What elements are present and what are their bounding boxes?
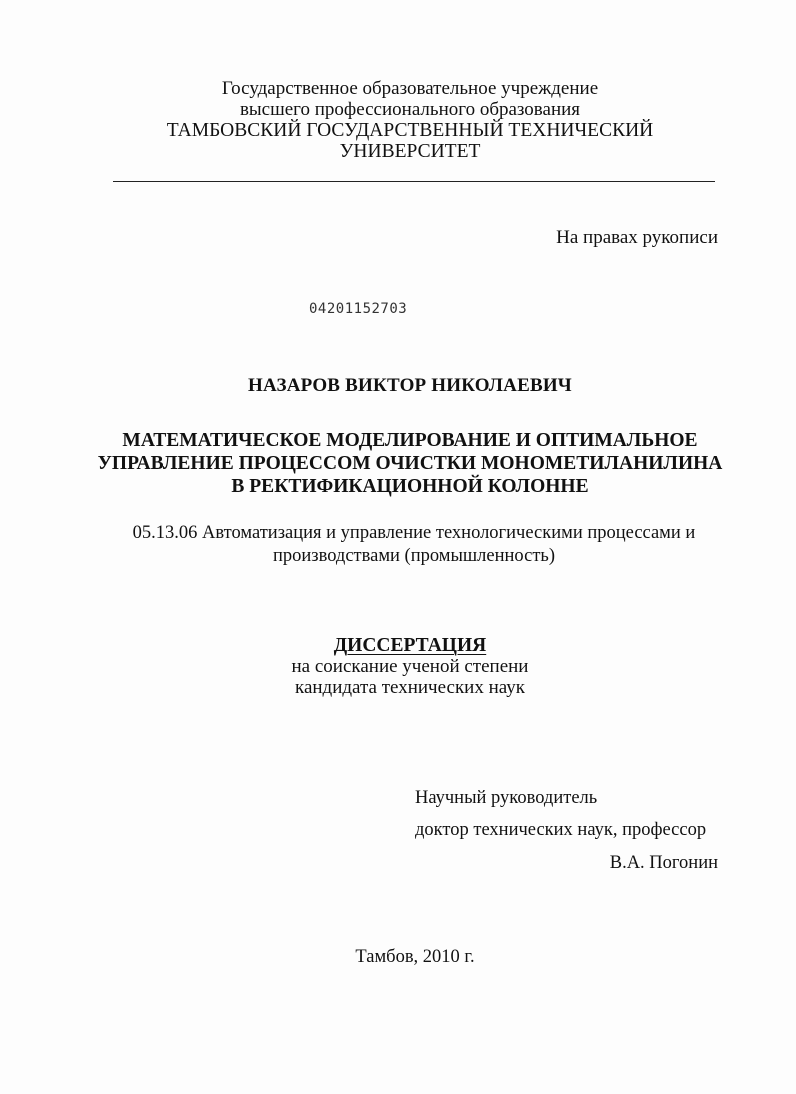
header-divider <box>113 181 715 182</box>
dissertation-title <box>12 429 796 498</box>
title-line-1: МАТЕМАТИЧЕСКОЕ МОДЕЛИРОВАНИЕ И ОПТИМАЛЬНОЕ <box>122 430 698 451</box>
city-year: Тамбов, 2010 г. <box>355 947 475 967</box>
dissertation-block <box>12 635 796 698</box>
supervisor-name: В.А. Погонин <box>609 853 718 873</box>
institution-line-1: Государственное образовательное учреждение <box>221 78 599 99</box>
supervisor-label: Научный руководитель <box>415 788 598 808</box>
archive-code: 04201152703 <box>309 301 408 317</box>
specialty-line-1: 05.13.06 Автоматизация и управление технологическими процессами и <box>132 523 696 543</box>
dissertation-heading: ДИССЕРТАЦИЯ <box>333 635 487 656</box>
degree-line-2: кандидата технических наук <box>295 677 525 698</box>
rights-note: На правах рукописи <box>556 227 718 248</box>
supervisor-rank: доктор технических наук, профессор <box>415 820 707 840</box>
institution-header <box>12 78 796 162</box>
degree-line-1: на соискание ученой степени <box>291 656 529 677</box>
specialty-line-2: производствами (промышленность) <box>272 546 556 566</box>
author-name: НАЗАРОВ ВИКТОР НИКОЛАЕВИЧ <box>248 375 572 396</box>
specialty <box>16 522 796 568</box>
institution-line-2: высшего профессионального образования <box>239 99 581 120</box>
title-line-3: В РЕКТИФИКАЦИОННОЙ КОЛОННЕ <box>231 476 589 497</box>
institution-line-4: УНИВЕРСИТЕТ <box>339 141 481 162</box>
title-line-2: УПРАВЛЕНИЕ ПРОЦЕССОМ ОЧИСТКИ МОНОМЕТИЛАНИЛИНА <box>97 453 723 474</box>
institution-line-3: ТАМБОВСКИЙ ГОСУДАРСТВЕННЫЙ ТЕХНИЧЕСКИЙ <box>166 120 654 141</box>
